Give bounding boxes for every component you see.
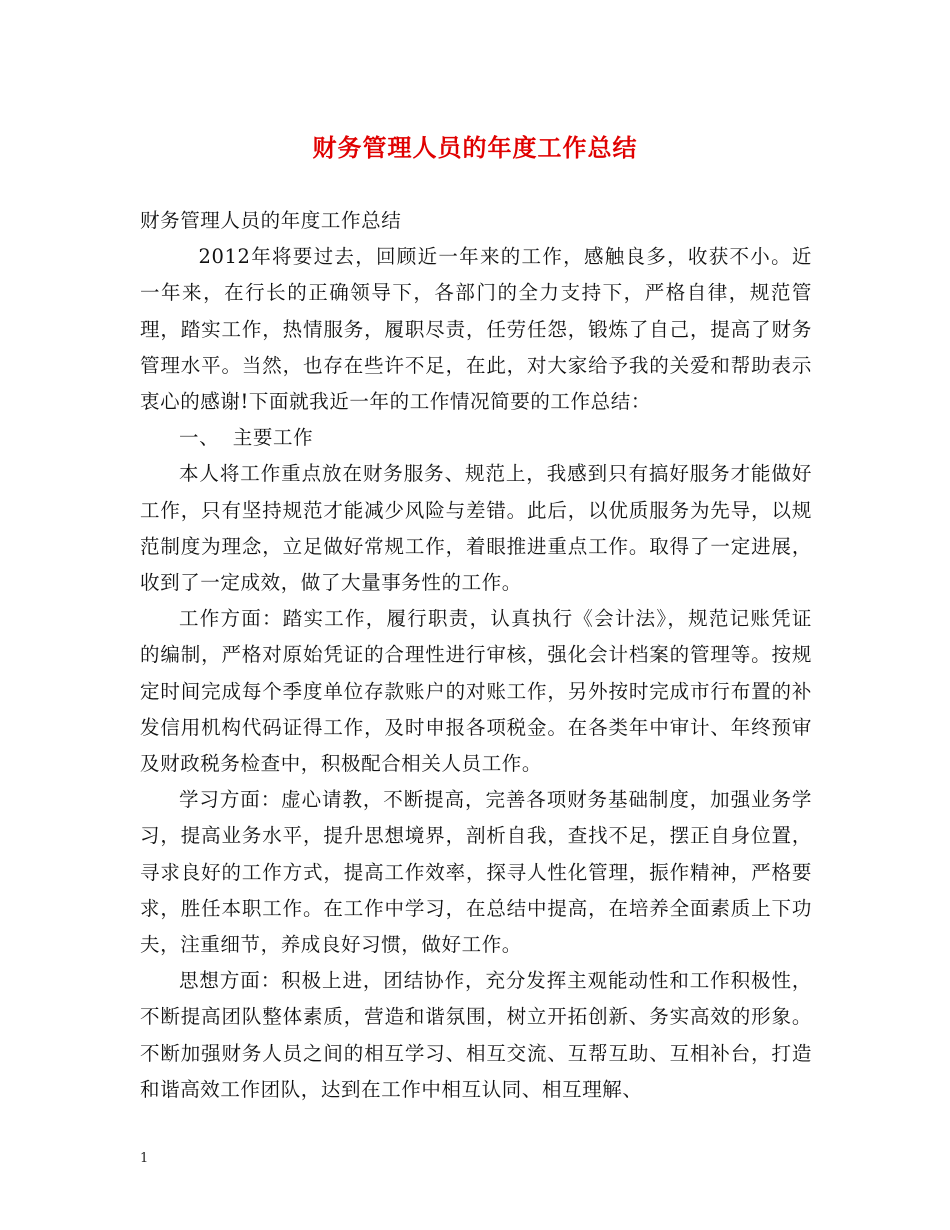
- paragraph-study-aspect: 学习方面：虚心请教，不断提高，完善各项财务基础制度，加强业务学习，提高业务水平，提升思想境界，剖析自我，查找不足，摆正自身位置，寻求良好的工作方式，提高工作效率，探寻人性化管理，振作精神，严格要求，胜任本职工作。在工作中学习，在总结中提高，在培养全面素质上下功夫，注重细节，养成良好习惯，做好工作。: [140, 788, 812, 957]
- paragraph-main-work: 本人将工作重点放在财务服务、规范上，我感到只有搞好服务才能做好工作，只有坚持规范才能减少风险与差错。此后，以优质服务为先导，以规范制度为理念，立足做好常规工作，着眼推进重点工作。取得了一定进展，收到了一定成效，做了大量事务性的工作。: [140, 462, 812, 595]
- document-subtitle: 财务管理人员的年度工作总结: [140, 209, 402, 232]
- document-body: [140, 203, 812, 1108]
- section-heading-main-work: 一、 主要工作: [179, 426, 314, 450]
- document-title: 财务管理人员的年度工作总结: [312, 133, 638, 162]
- page-number: 1: [140, 1151, 149, 1166]
- paragraph-work-aspect: 工作方面：踏实工作，履行职责，认真执行《会计法》，规范记账凭证的编制，严格对原始凭证的合理性进行审核，强化会计档案的管理等。按规定时间完成每个季度单位存款账户的对账工作，另外按时完成市行布置的补发信用机构代码证得工作，及时申报各项税金。在各类年中审计、年终预审及财政税务检查中，积极配合相关人员工作。: [140, 607, 812, 776]
- paragraph-intro: 2012年将要过去，回顾近一年来的工作，感触良多，收获不小。近一年来，在行长的正确领导下，各部门的全力支持下，严格自律，规范管理，踏实工作，热情服务，履职尽责，任劳任怨，锻炼了自己，提高了财务管理水平。当然，也存在些许不足，在此，对大家给予我的关爱和帮助表示衷心的感谢!下面就我近一年的工作情况简要的工作总结：: [140, 245, 812, 414]
- paragraph-thought-aspect: 思想方面：积极上进，团结协作，充分发挥主观能动性和工作积极性，不断提高团队整体素质，营造和谐氛围，树立开拓创新、务实高效的形象。不断加强财务人员之间的相互学习、相互交流、互帮互助、互相补台，打造和谐高效工作团队，达到在工作中相互认同、相互理解、: [140, 969, 812, 1101]
